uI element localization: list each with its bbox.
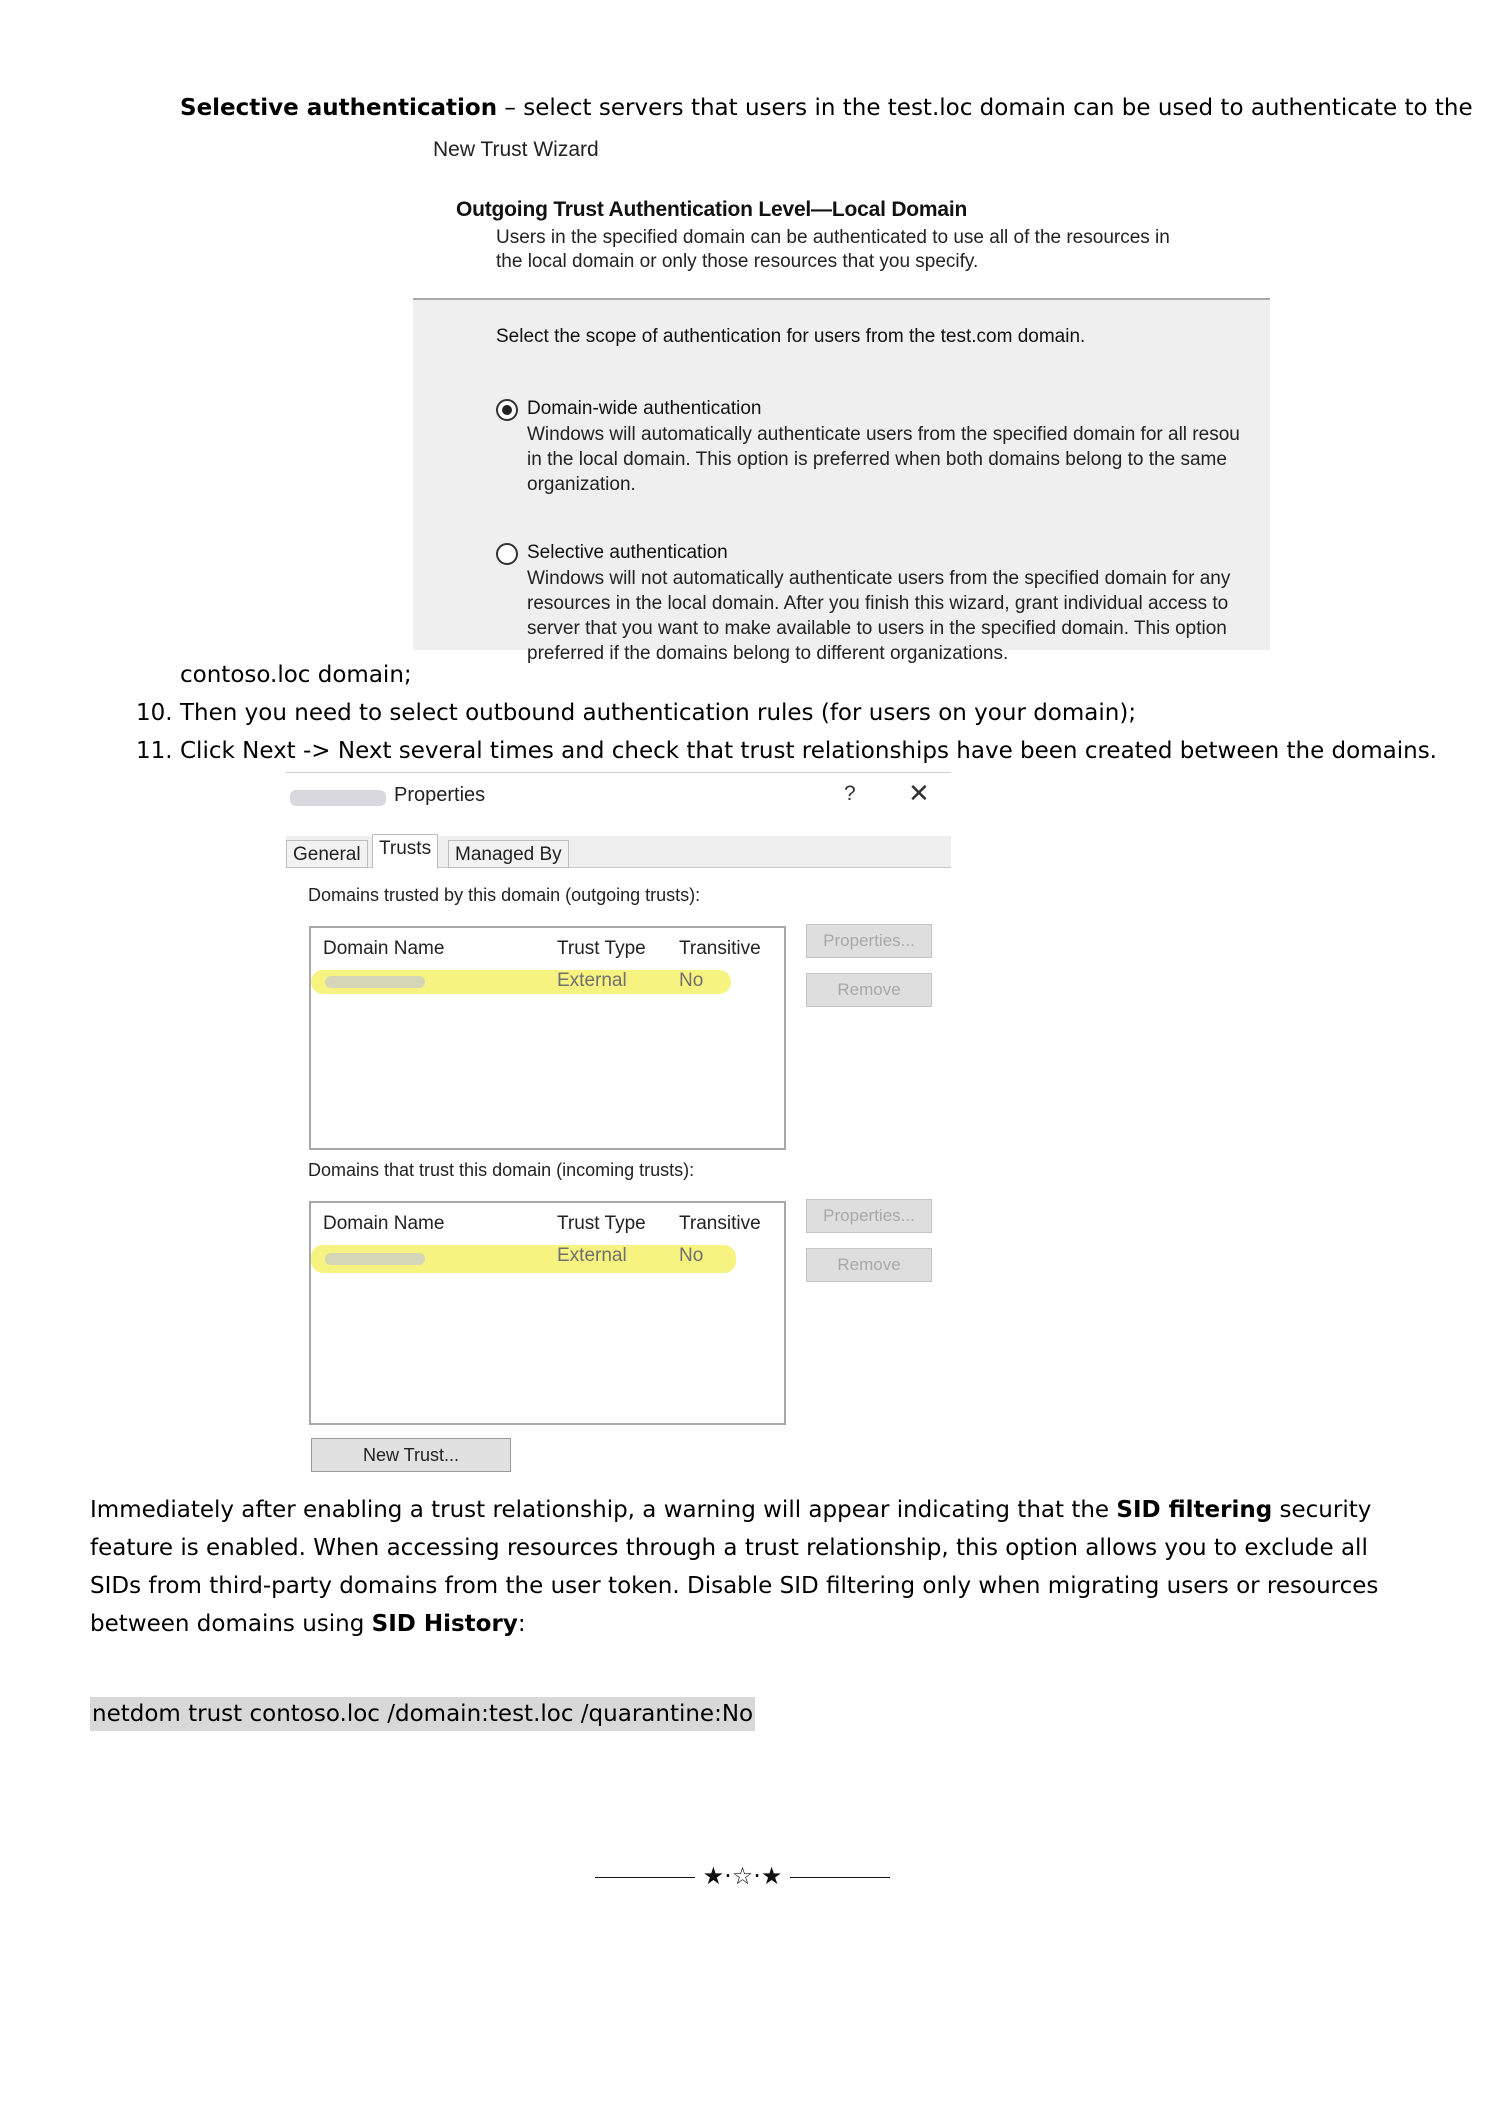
wizard-description-line: Users in the specified domain can be authenticated to use all of the resources in <box>496 227 1170 248</box>
radio-selected-dot <box>502 405 512 415</box>
option-desc-line: resources in the local domain. After you finish this wizard, grant individual access to <box>527 593 1229 614</box>
step-number: 10. <box>136 700 173 726</box>
dialog-title: Properties <box>394 784 486 806</box>
tab-managed-by[interactable]: Managed By <box>448 840 569 868</box>
column-header-trust-type[interactable]: Trust Type <box>557 1213 646 1234</box>
option-desc-line: organization. <box>527 474 636 495</box>
paragraph-text: security feature is enabled. When accessing resources through a trust relationship, this option allows you to exclude all SIDs from third-party domains from the user token. Disable SID filtering only when migrating users or resources between domains using <box>90 1497 1379 1637</box>
new-trust-wizard-screenshot <box>413 130 1270 664</box>
domain-wide-radio[interactable] <box>496 399 518 421</box>
blurred-domain-name <box>290 790 386 806</box>
trust-type-cell: External <box>557 970 627 991</box>
transitive-cell: No <box>679 1245 704 1266</box>
paragraph-text: Immediately after enabling a trust relationship, a warning will appear indicating that the <box>90 1497 1117 1523</box>
new-trust-button[interactable]: New Trust... <box>311 1438 511 1472</box>
paragraph-text: : <box>517 1611 526 1637</box>
outgoing-remove-button[interactable]: Remove <box>806 973 932 1007</box>
outgoing-trusts-list[interactable] <box>309 926 786 1150</box>
column-header-trust-type[interactable]: Trust Type <box>557 938 646 959</box>
divider-line <box>790 1877 890 1878</box>
properties-dialog-screenshot <box>286 772 951 1487</box>
incoming-remove-button[interactable]: Remove <box>806 1248 932 1282</box>
netdom-command: netdom trust contoso.loc /domain:test.loc /quarantine:No <box>90 1697 755 1731</box>
option-desc-line: preferred if the domains belong to different organizations. <box>527 643 1009 664</box>
sid-filtering-paragraph <box>90 1491 1410 1643</box>
outgoing-properties-button[interactable]: Properties... <box>806 924 932 958</box>
option-desc-line: Windows will not automatically authenticate users from the specified domain for any <box>527 568 1231 589</box>
section-divider <box>595 1862 890 1890</box>
column-header-transitive[interactable]: Transitive <box>679 1213 761 1234</box>
scope-prompt: Select the scope of authentication for users from the test.com domain. <box>496 326 1086 347</box>
selective-auth-label: Selective authentication <box>527 542 728 563</box>
option-desc-line: Windows will automatically authenticate users from the specified domain for all resou <box>527 424 1240 445</box>
option-desc-line: server that you want to make available to users in the specified domain. This option <box>527 618 1227 639</box>
wizard-description-line: the local domain or only those resources that you specify. <box>496 251 979 272</box>
sid-history-term: SID History <box>371 1611 518 1637</box>
tab-general[interactable]: General <box>286 840 368 868</box>
wizard-description <box>496 226 1256 274</box>
blurred-domain-name <box>325 1253 425 1265</box>
trusts-tab-panel <box>286 869 951 1487</box>
wizard-heading: Outgoing Trust Authentication Level—Local Domain <box>456 198 968 221</box>
incoming-trusts-list[interactable] <box>309 1201 786 1425</box>
step-number: 11. <box>136 738 173 764</box>
column-header-transitive[interactable]: Transitive <box>679 938 761 959</box>
tab-trusts[interactable]: Trusts <box>372 834 438 869</box>
domain-wide-label: Domain-wide authentication <box>527 398 762 419</box>
selective-auth-radio[interactable] <box>496 543 518 565</box>
wizard-window-title: New Trust Wizard <box>433 138 599 161</box>
column-header-domain-name[interactable]: Domain Name <box>323 1213 445 1234</box>
trust-type-cell: External <box>557 1245 627 1266</box>
divider-stars: ★·☆·★ <box>702 1862 783 1890</box>
step-text: Then you need to select outbound authentication rules (for users on your domain); <box>180 700 1137 726</box>
selective-auth-description <box>527 566 1267 666</box>
option-desc-line: in the local domain. This option is preferred when both domains belong to the same <box>527 449 1227 470</box>
divider-line <box>595 1877 695 1878</box>
close-icon[interactable]: ✕ <box>908 778 930 808</box>
domain-wide-description <box>527 422 1267 497</box>
incoming-properties-button[interactable]: Properties... <box>806 1199 932 1233</box>
transitive-cell: No <box>679 970 704 991</box>
sid-filtering-term: SID filtering <box>1116 1497 1273 1523</box>
step-text: Click Next -> Next several times and check that trust relationships have been created between the domains. <box>180 738 1437 764</box>
blurred-domain-name <box>325 976 425 988</box>
wizard-body <box>413 300 1270 664</box>
dialog-top-border <box>286 772 951 773</box>
intro-bold-term: Selective authentication <box>180 95 498 121</box>
intro-continuation: contoso.loc domain; <box>180 662 412 688</box>
intro-text: – select servers that users in the test.loc domain can be used to authenticate to the <box>497 95 1473 121</box>
help-icon[interactable]: ? <box>844 782 856 805</box>
intro-line <box>180 92 1473 124</box>
incoming-trusts-label: Domains that trust this domain (incoming trusts): <box>308 1160 695 1180</box>
outgoing-trusts-label: Domains trusted by this domain (outgoing trusts): <box>308 885 701 905</box>
column-header-domain-name[interactable]: Domain Name <box>323 938 445 959</box>
